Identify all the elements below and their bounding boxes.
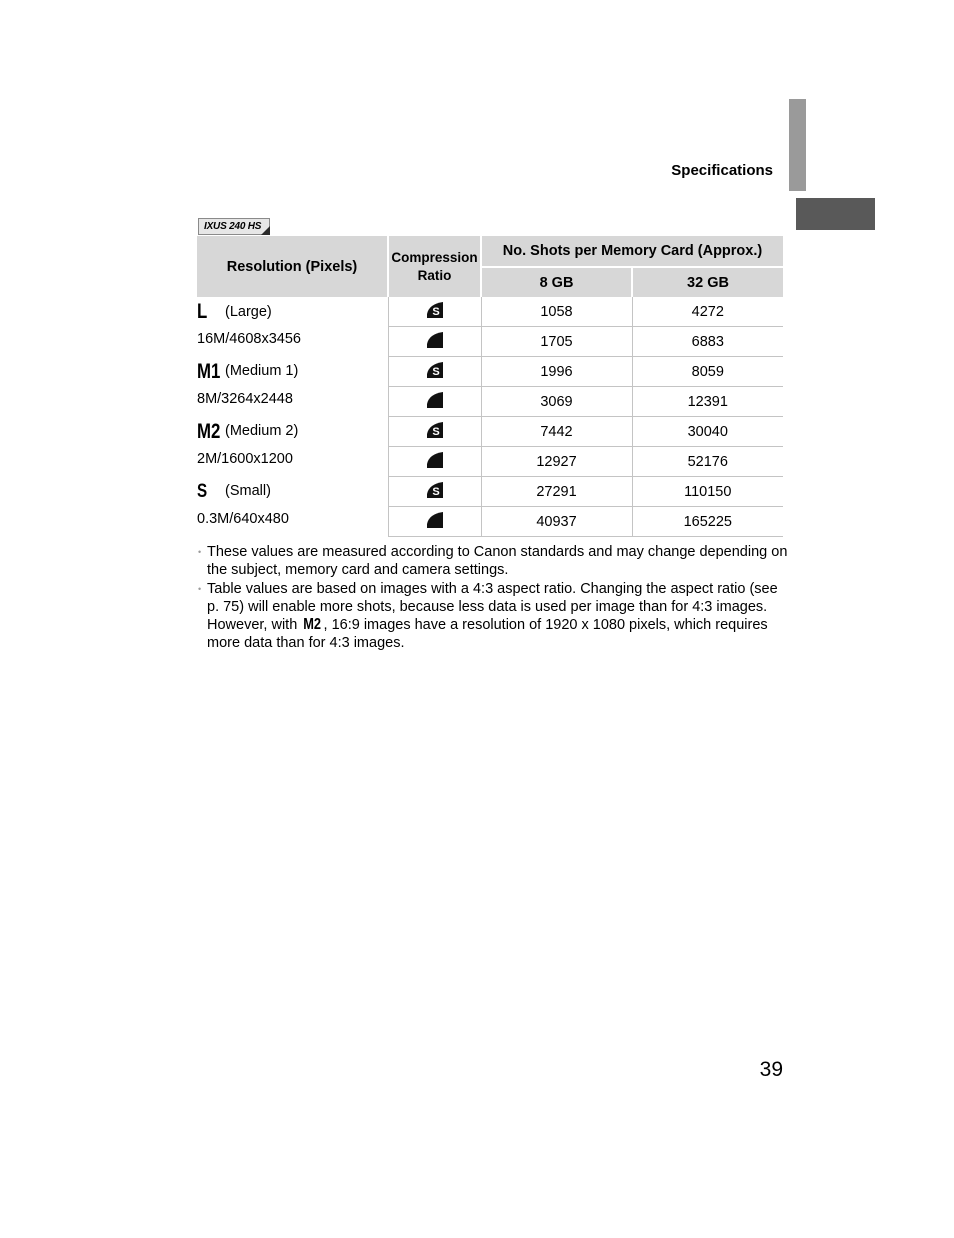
resolution-label: (Large)	[225, 303, 272, 320]
header-shots: No. Shots per Memory Card (Approx.)	[481, 236, 783, 267]
note-text: Table values are based on images with a 4:3 aspect ratio. Changing the aspect ratio (see p. 75) will enable more shots, because less data is used per image than for 4:3 images. However, with	[207, 581, 778, 633]
shots-32gb: 8059	[632, 357, 783, 387]
compression-cell	[388, 297, 481, 327]
shots-8gb: 27291	[481, 477, 632, 507]
shots-8gb: 1058	[481, 297, 632, 327]
medium1-size-icon: M1	[197, 359, 221, 383]
superfine-compression-icon	[425, 361, 445, 383]
resolution-cell	[197, 477, 388, 537]
resolution-label: (Medium 1)	[225, 363, 299, 379]
fine-compression-icon	[425, 331, 445, 353]
resolution-cell	[197, 297, 388, 357]
shots-per-card-table	[197, 236, 783, 537]
resolution-pixels: 2M/1600x1200	[197, 450, 293, 467]
svg-text:S: S	[431, 425, 440, 438]
medium2-size-icon: M2	[303, 616, 322, 633]
resolution-cell	[197, 357, 388, 417]
svg-text:S: S	[431, 305, 440, 318]
resolution-label: (Medium 2)	[225, 423, 299, 439]
fine-compression-icon	[425, 511, 445, 533]
resolution-pixels: 16M/4608x3456	[197, 331, 301, 347]
shots-32gb: 12391	[632, 387, 783, 417]
table-row	[197, 357, 783, 387]
model-badge-label: IXUS 240 HS	[204, 221, 262, 232]
chapter-tab	[796, 198, 875, 230]
shots-32gb: 110150	[632, 477, 783, 507]
shots-8gb: 3069	[481, 387, 632, 417]
table-row	[197, 477, 783, 507]
resolution-label: (Small)	[225, 483, 271, 499]
compression-cell	[388, 507, 481, 537]
large-size-icon: L	[197, 300, 208, 323]
shots-8gb: 12927	[481, 447, 632, 477]
chapter-marker-bar	[789, 99, 806, 191]
resolution-pixels: 8M/3264x2448	[197, 390, 293, 407]
resolution-pixels: 0.3M/640x480	[197, 510, 289, 527]
shots-8gb: 7442	[481, 417, 632, 447]
compression-cell	[388, 357, 481, 387]
fine-compression-icon	[425, 451, 445, 473]
superfine-compression-icon	[425, 301, 445, 323]
medium2-size-icon: M2	[197, 419, 221, 443]
table-row	[197, 417, 783, 447]
shots-8gb: 1996	[481, 357, 632, 387]
header-resolution: Resolution (Pixels)	[197, 236, 388, 297]
page-number: 39	[759, 1058, 783, 1081]
header-8gb: 8 GB	[481, 267, 632, 297]
note-text: These values are measured according to Canon standards and may change depending on the subject, memory card and camera settings.	[207, 544, 788, 578]
shots-8gb: 1705	[481, 327, 632, 357]
table-row	[197, 297, 783, 327]
shots-32gb: 52176	[632, 447, 783, 477]
note-item	[198, 544, 788, 579]
header-compression-line2: Ratio	[417, 267, 452, 283]
header-32gb: 32 GB	[632, 267, 783, 297]
model-badge	[198, 218, 270, 235]
superfine-compression-icon	[425, 481, 445, 503]
shots-32gb: 165225	[632, 507, 783, 537]
header-compression	[388, 236, 481, 297]
resolution-cell	[197, 417, 388, 477]
compression-cell	[388, 417, 481, 447]
shots-32gb: 4272	[632, 297, 783, 327]
section-title: Specifications	[671, 162, 773, 179]
svg-text:S: S	[431, 485, 440, 498]
fine-compression-icon	[425, 391, 445, 413]
superfine-compression-icon	[425, 421, 445, 443]
notes	[198, 544, 788, 654]
note-item	[198, 581, 788, 652]
compression-cell	[388, 477, 481, 507]
bullet-icon: •	[198, 547, 202, 557]
shots-8gb: 40937	[481, 507, 632, 537]
bullet-icon: •	[198, 584, 202, 594]
badge-corner-icon	[261, 226, 270, 235]
shots-32gb: 30040	[632, 417, 783, 447]
svg-text:S: S	[431, 365, 440, 378]
header-compression-line1: Compression	[391, 249, 478, 265]
note-text-continued: , 16:9 images have a resolution of 1920 x 1080 pixels, which requires more data than for 4:3 images.	[207, 617, 768, 651]
shots-32gb: 6883	[632, 327, 783, 357]
compression-cell	[388, 327, 481, 357]
compression-cell	[388, 447, 481, 477]
compression-cell	[388, 387, 481, 417]
small-size-icon: S	[197, 480, 208, 502]
